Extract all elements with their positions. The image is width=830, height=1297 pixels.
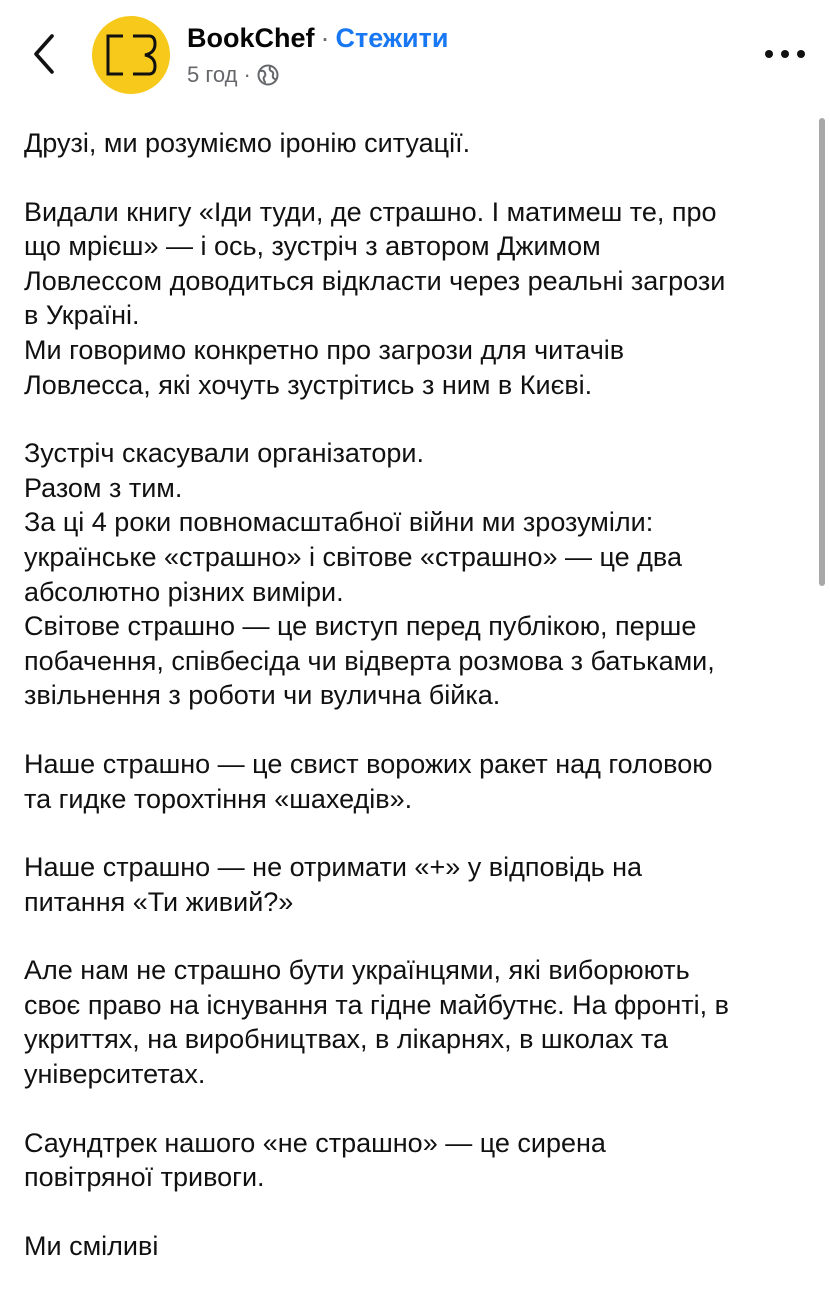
more-horizontal-icon (763, 49, 807, 59)
follow-button[interactable]: Стежити (335, 22, 449, 53)
post-closing-line (24, 1229, 814, 1264)
back-button[interactable] (22, 30, 66, 78)
post-paragraph: Але нам не страшно бути українцями, які виборюють своє право на існування та гідне майбутнє. На фронті, в укриттях, на виробництвах, в лікарнях, в школах та університетах. (24, 955, 729, 1090)
post-text (24, 126, 814, 1297)
post-header (0, 0, 830, 110)
chevron-left-icon (32, 34, 56, 74)
scrollbar[interactable] (819, 118, 825, 586)
bookchef-logo-icon (105, 33, 157, 77)
separator-dot: · (320, 22, 330, 53)
post-paragraph: Наше страшно — це свист ворожих ракет над головою та гидке торохтіння «шахедів». (24, 748, 713, 814)
post-closing: Ми сміливі (24, 1230, 159, 1261)
post-paragraph: Друзі, ми розуміємо іронію ситуації. (24, 128, 471, 158)
ukraine-flag-icon (164, 1237, 194, 1258)
page-name[interactable]: BookChef (187, 22, 315, 53)
post-paragraph: Видали книгу «Іди туди, де страшно. І матимеш те, про що мрієш» — і ось, зустріч з автором Джимом Ловлессом доводиться відкласти через реальні загрози в Україні. Ми говоримо конкретно про загрози для читачів Ловлесса, які хочуть зустрітись з ним в Києві. (24, 196, 726, 400)
post-time[interactable]: 5 год (187, 62, 238, 87)
post-paragraph: Зустріч скасували організатори. Разом з тим. За ці 4 роки повномасштабної війни ми зрозуміли: українське «страшно» і світове «страшно» — це два абсолютно різних виміри. Світове страшно — це виступ перед публікою, перше побачення, співбесіда чи відверта розмова з батьками, звільнення з роботи чи вулична бійка. (24, 438, 715, 711)
post-paragraph: Саундтрек нашого «не страшно» — це сирена повітряної тривоги. (24, 1127, 606, 1193)
page-name-row (187, 20, 448, 56)
meta-separator: · (243, 62, 251, 87)
globe-icon (257, 64, 279, 86)
post-meta (187, 60, 279, 90)
avatar[interactable] (92, 16, 170, 94)
more-options-button[interactable] (760, 36, 810, 72)
post-paragraph: Наше страшно — не отримати «+» у відповідь на питання «Ти живий?» (24, 852, 643, 917)
